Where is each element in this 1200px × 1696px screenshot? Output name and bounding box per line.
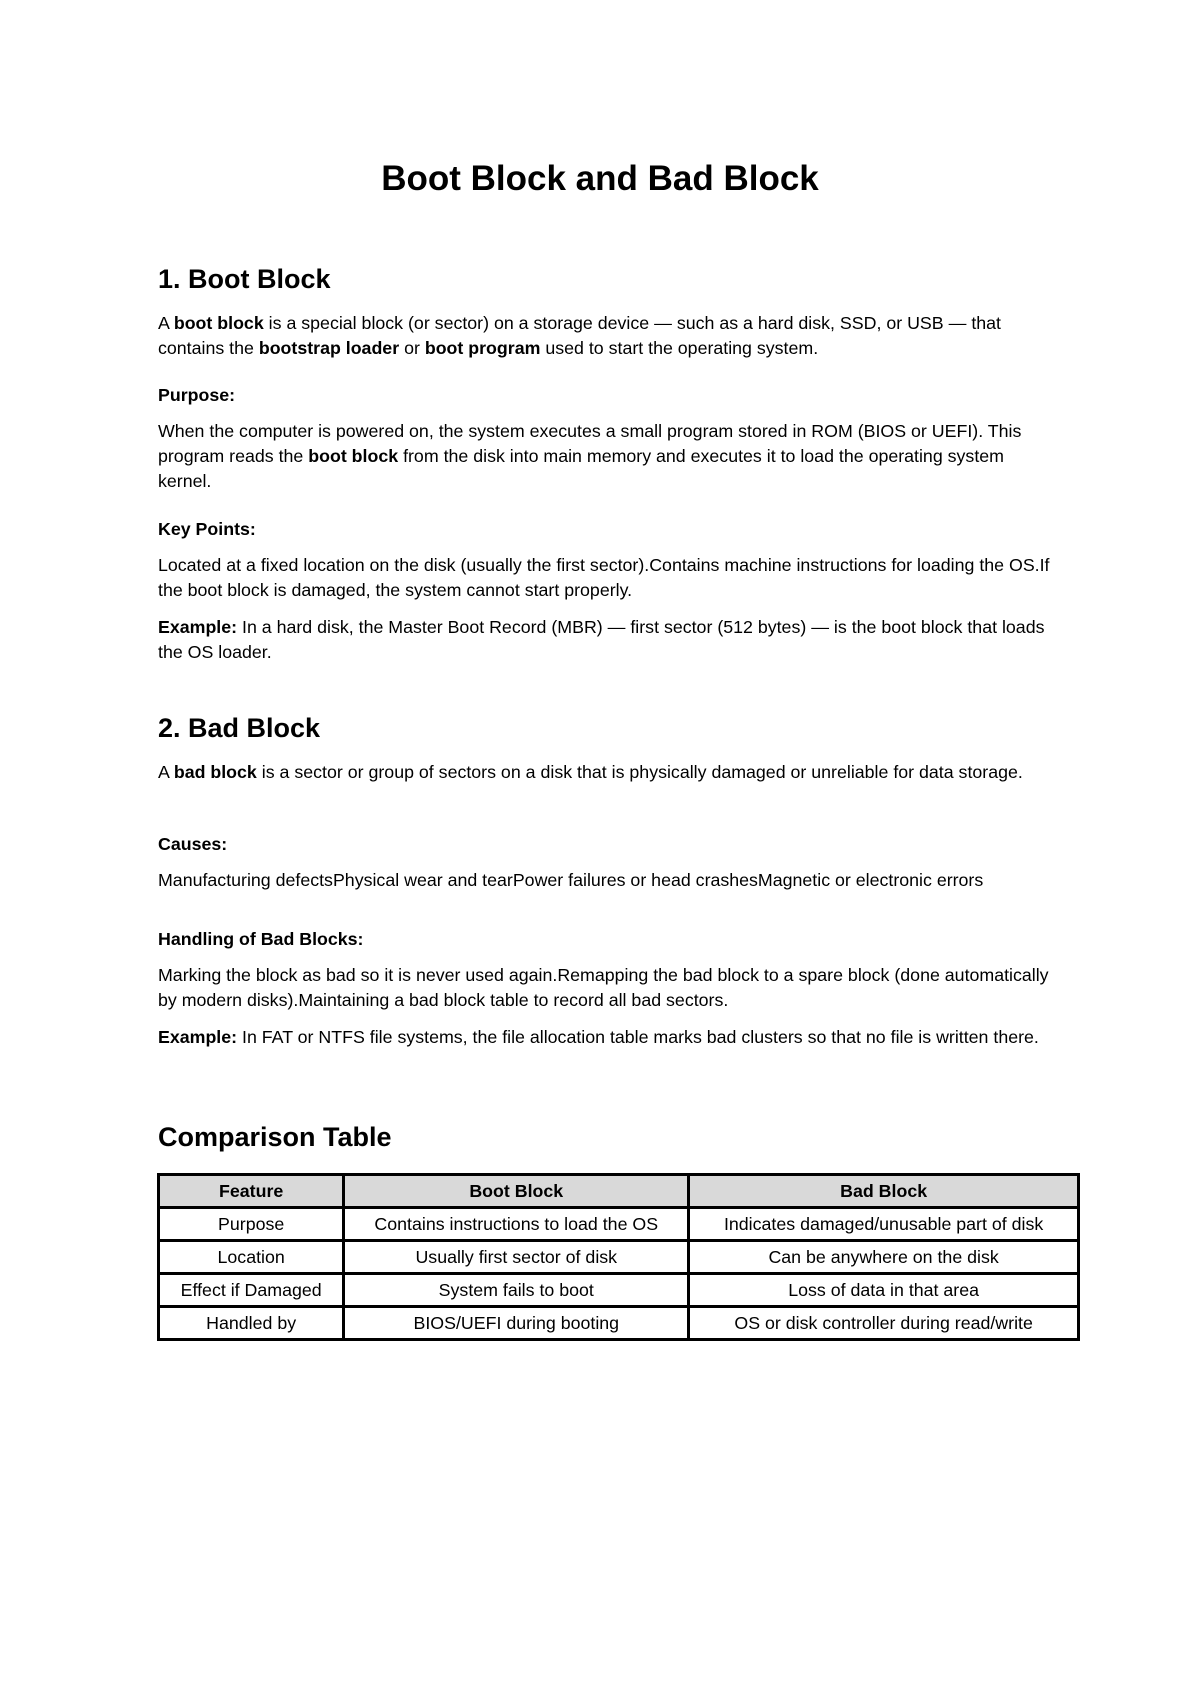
table-row	[159, 1241, 1079, 1274]
header-boot-block: Boot Block	[344, 1175, 689, 1208]
table-cell: System fails to boot	[344, 1274, 689, 1307]
header-feature: Feature	[159, 1175, 344, 1208]
table-cell: Contains instructions to load the OS	[344, 1208, 689, 1241]
table-cell: Effect if Damaged	[159, 1274, 344, 1307]
table-cell: Loss of data in that area	[689, 1274, 1079, 1307]
causes-text: Manufacturing defectsPhysical wear and tearPower failures or head crashesMagnetic or electronic errors	[158, 870, 984, 890]
table-cell: Indicates damaged/unusable part of disk	[689, 1208, 1079, 1241]
table-cell: Purpose	[159, 1208, 344, 1241]
table-row	[159, 1307, 1079, 1340]
causes-label: Causes:	[158, 834, 228, 854]
table-header-row	[159, 1175, 1079, 1208]
purpose-label: Purpose:	[158, 385, 236, 405]
section-heading-boot-block: 1. Boot Block	[158, 264, 331, 294]
purpose-text: When the computer is powered on, the system executes a small program stored in ROM (BIOS or UEFI). This program reads the boot block from the disk into main memory and executes it to load the operating system kernel.	[158, 421, 1022, 491]
table-row	[159, 1274, 1079, 1307]
header-bad-block: Bad Block	[689, 1175, 1079, 1208]
boot-block-example: Example: In a hard disk, the Master Boot Record (MBR) — first sector (512 bytes) — is the boot block that loads the OS loader.	[158, 617, 1045, 662]
comparison-table	[157, 1173, 1080, 1341]
table-cell: Can be anywhere on the disk	[689, 1241, 1079, 1274]
bad-block-example: Example: In FAT or NTFS file systems, the file allocation table marks bad clusters so that no file is written there.	[158, 1027, 1039, 1047]
table-cell: Location	[159, 1241, 344, 1274]
handling-label: Handling of Bad Blocks:	[158, 929, 364, 949]
boot-block-intro: A boot block is a special block (or sector) on a storage device — such as a hard disk, SSD, or USB — that contains the bootstrap loader or boot program used to start the operating system.	[158, 313, 1001, 358]
table-row	[159, 1208, 1079, 1241]
section-heading-comparison: Comparison Table	[158, 1122, 392, 1152]
table-cell: OS or disk controller during read/write	[689, 1307, 1079, 1340]
page-title: Boot Block and Bad Block	[381, 159, 819, 198]
table-cell: Usually first sector of disk	[344, 1241, 689, 1274]
handling-text: Marking the block as bad so it is never used again.Remapping the bad block to a spare block (done automatically by modern disks).Maintaining a bad block table to record all bad sectors.	[158, 965, 1049, 1010]
key-points-text: Located at a fixed location on the disk (usually the first sector).Contains machine instructions for loading the OS.If the boot block is damaged, the system cannot start properly.	[158, 555, 1050, 600]
bad-block-intro: A bad block is a sector or group of sectors on a disk that is physically damaged or unreliable for data storage.	[158, 762, 1023, 782]
table-cell: Handled by	[159, 1307, 344, 1340]
key-points-label: Key Points:	[158, 519, 256, 539]
section-heading-bad-block: 2. Bad Block	[158, 713, 321, 743]
table-cell: BIOS/UEFI during booting	[344, 1307, 689, 1340]
